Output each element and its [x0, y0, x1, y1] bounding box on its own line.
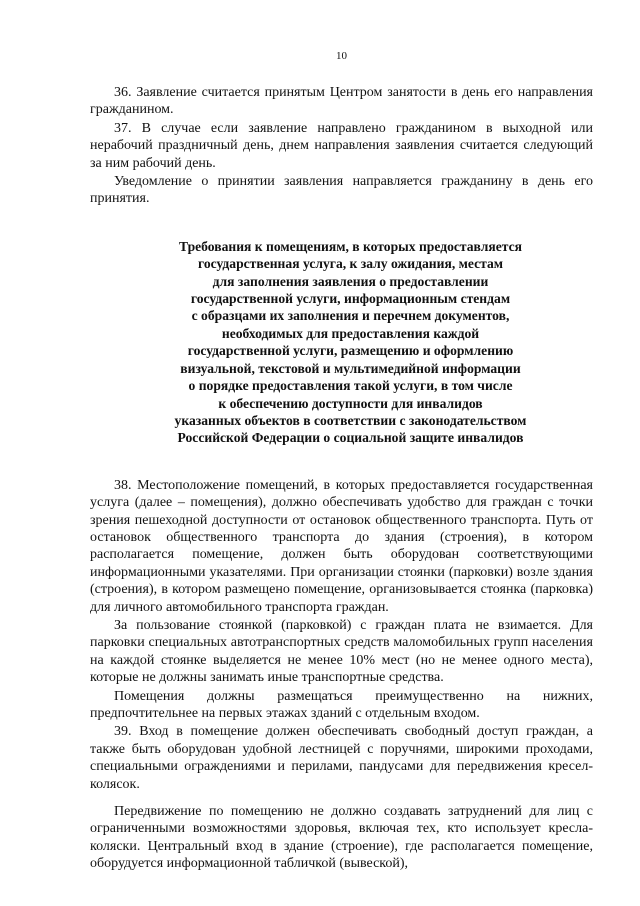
heading-line: визуальной, текстовой и мультимедийной информации: [180, 360, 521, 376]
heading-line: для заполнения заявления о предоставлении: [212, 273, 489, 289]
heading-line: государственной услуги, информационным стендам: [190, 291, 511, 307]
heading-line: к обеспечению доступности для инвалидов: [218, 395, 483, 411]
paragraph-movement: Передвижение по помещению не должно создавать затруднений для лиц с ограниченными возможностями здоровья, включая тех, кто использует кресла-коляски. Центральный вход в здание (строение), где располагается помещение, оборудуется информационной табличкой (вывеской),: [90, 804, 593, 872]
paragraph-39: 39. Вход в помещение должен обеспечивать свободный доступ граждан, а также быть оборудован удобной лестницей с поручнями, широкими проходами, специальными ограждениями и перилами, пандусами для передвижения кресел-колясок.: [90, 724, 593, 792]
heading-line: необходимых для предоставления каждой: [221, 325, 480, 341]
section-heading: [90, 238, 593, 447]
paragraph-38: 38. Местоположение помещений, в которых предоставляется государственная услуга (далее – помещения), должно обеспечивать удобство для граждан с точки зрения пешеходной доступности от остановок общественного транспорта. Путь от остановок общественного транспорта до здания (строения), в котором располагается помещение, должен быть оборудован соответствующими информационными указателями. При организации стоянки (парковки) возле здания (строения), в котором размещено помещение, организовывается стоянка (парковка) для личного автомобильного транспорта граждан.: [90, 477, 593, 615]
paragraph-notification: Уведомление о принятии заявления направляется гражданину в день его принятия.: [90, 174, 593, 207]
paragraph-floors: Помещения должны размещаться преимущественно на нижних, предпочтительнее на первых этажах зданий с отдельным входом.: [90, 688, 593, 721]
heading-line: указанных объектов в соответствии с законодательством: [174, 412, 527, 428]
paragraph-36: 36. Заявление считается принятым Центром занятости в день его направления гражданином.: [90, 85, 593, 118]
heading-line: о порядке предоставления такой услуги, в том числе: [188, 378, 513, 394]
paragraph-parking: За пользование стоянкой (парковкой) с граждан плата не взимается. Для парковки специальных автотранспортных средств маломобильных групп населения на каждой стоянке выделяется не менее 10% мест (но не менее одного места), которые не должны занимать иные транспортные средства.: [90, 617, 593, 686]
heading-line: Требования к помещениям, в которых предоставляется: [179, 238, 522, 254]
heading-line: государственной услуги, размещению и оформлению: [187, 343, 514, 359]
heading-line: Российской Федерации о социальной защите инвалидов: [177, 430, 524, 446]
heading-line: с образцами их заполнения и перечнем документов,: [191, 308, 510, 324]
page-number: 10: [336, 50, 347, 62]
heading-line: государственная услуга, к залу ожидания, местам: [197, 256, 504, 272]
paragraph-37: 37. В случае если заявление направлено гражданином в выходной или нерабочий праздничный день, днем направления заявления считается следующий за ним рабочий день.: [90, 120, 593, 171]
